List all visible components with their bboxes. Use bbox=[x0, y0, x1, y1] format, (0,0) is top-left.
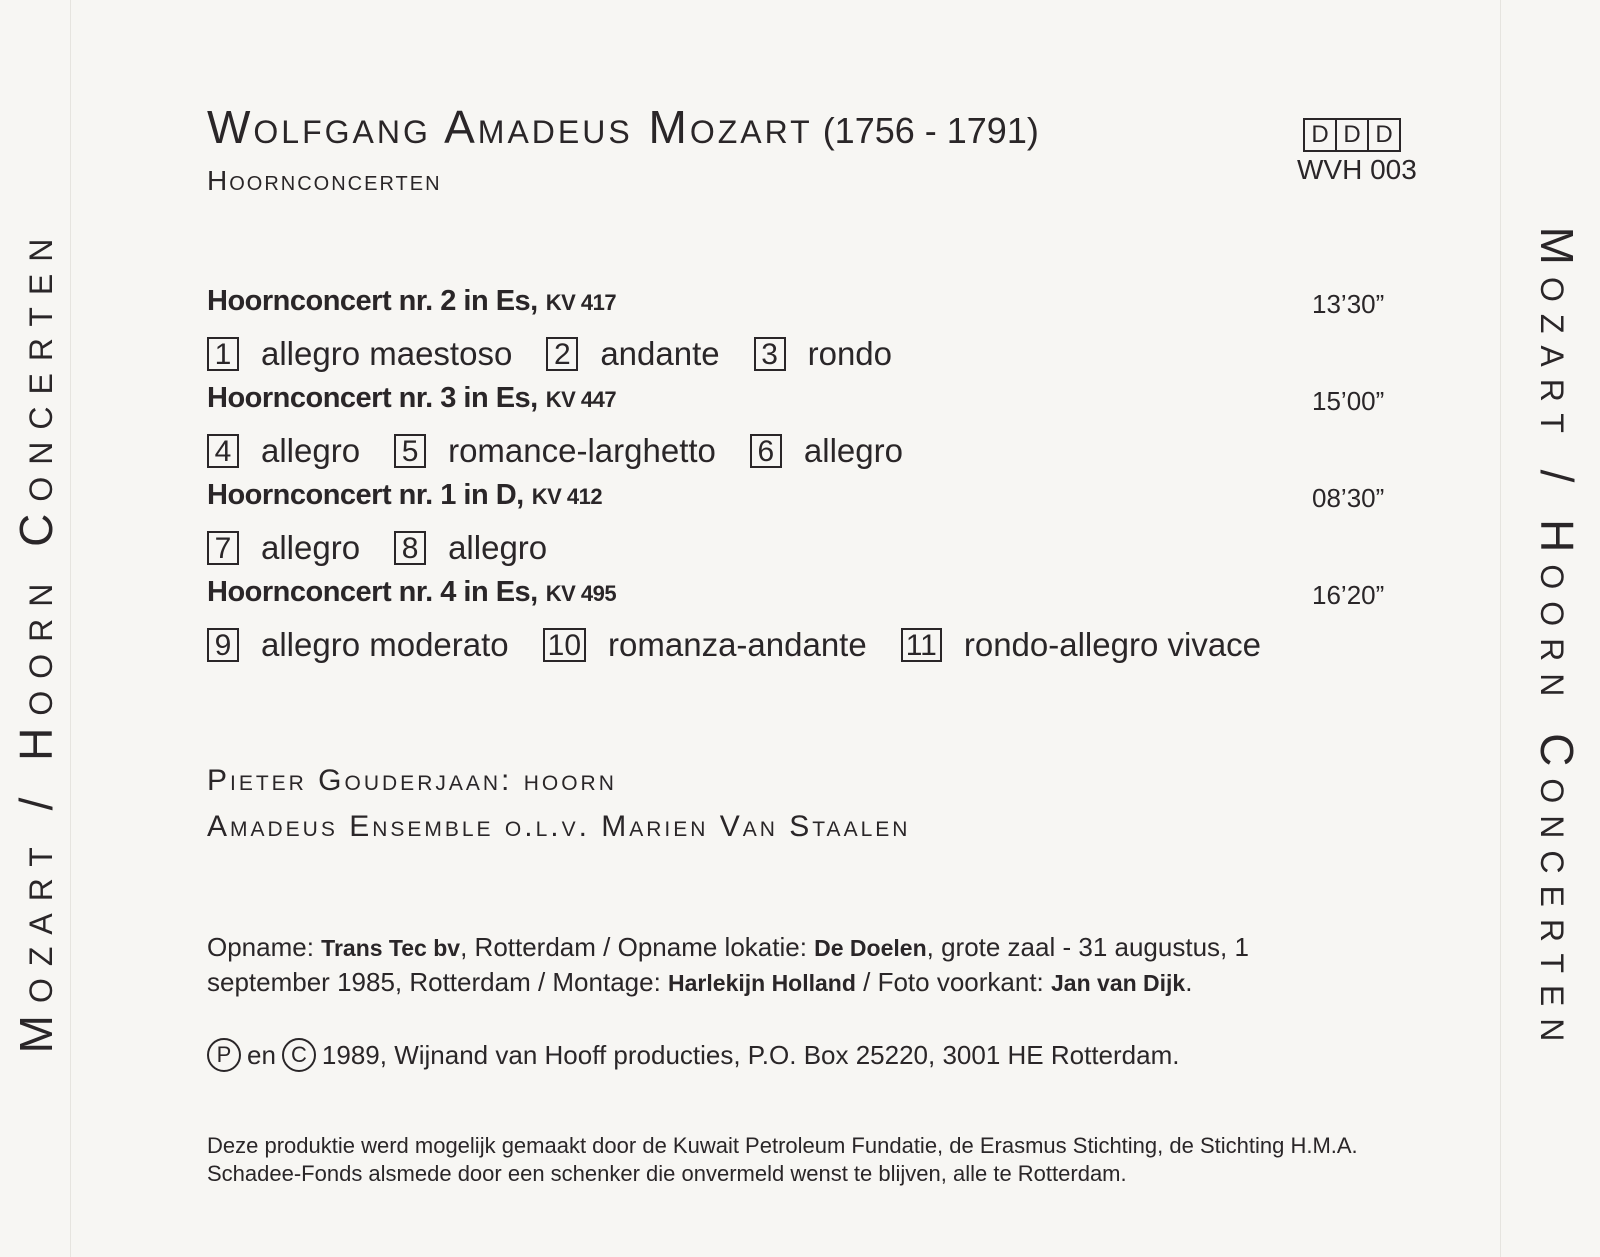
work-title-text: Hoornconcert nr. 2 in Es, bbox=[207, 285, 538, 317]
tracklist bbox=[207, 285, 1407, 673]
kv-number: KV 447 bbox=[545, 387, 617, 412]
recording-end: . bbox=[1185, 967, 1193, 997]
kv-number: KV 495 bbox=[545, 581, 617, 606]
movement-title: romance-larghetto bbox=[448, 432, 716, 469]
movement-title: allegro bbox=[803, 432, 903, 469]
phonogram-icon: P bbox=[207, 1038, 241, 1072]
work-duration: 13’30” bbox=[1312, 289, 1385, 319]
movement-title: allegro bbox=[448, 529, 548, 566]
copyright-text: 1989, Wijnand van Hooff producties, P.O. Box 25220, 3001 HE Rotterdam. bbox=[321, 1039, 1180, 1070]
sponsor-note: Deze produktie werd mogelijk gemaakt door de Kuwait Petroleum Fundatie, de Erasmus Stichting, de Stichting H.M.A. Schadee-Fonds alsmede door een schenker die onvermeld wenst te blijven, alle te Rotterdam. bbox=[207, 1133, 1358, 1186]
soloist-credit: Pieter Gouderjaan: hoorn bbox=[207, 764, 617, 797]
ddd-letter: D bbox=[1311, 121, 1329, 148]
track-number: 6 bbox=[750, 434, 782, 468]
performer-credits bbox=[207, 758, 910, 850]
work-duration: 16’20” bbox=[1312, 580, 1385, 610]
movement-title: allegro maestoso bbox=[261, 335, 513, 372]
right-spine-title: Mozart / Hoorn Concerten bbox=[1531, 226, 1583, 1054]
work-title-text: Hoornconcert nr. 3 in Es, bbox=[207, 382, 538, 414]
movement-list bbox=[207, 335, 926, 373]
studio-name: Trans Tec bv bbox=[321, 935, 461, 961]
catalog-number: WVH 003 bbox=[1297, 154, 1417, 185]
work-duration: 08’30” bbox=[1312, 483, 1385, 513]
copyright-icon: C bbox=[282, 1038, 316, 1072]
copyright-en: en bbox=[247, 1039, 276, 1070]
movement-title: romanza-andante bbox=[608, 626, 867, 663]
movement-title: rondo bbox=[807, 335, 893, 372]
kv-number: KV 412 bbox=[531, 484, 603, 509]
movement-list bbox=[207, 432, 937, 470]
ensemble-credit: Amadeus Ensemble o.l.v. Marien Van Staalen bbox=[207, 810, 911, 843]
opname-rest: , Rotterdam / Opname lokatie: bbox=[460, 932, 815, 962]
track-number: 9 bbox=[207, 628, 239, 662]
montage-name: Harlekijn Holland bbox=[668, 970, 856, 996]
composer-name: Wolfgang Amadeus Mozart bbox=[207, 101, 813, 153]
left-spine bbox=[0, 0, 71, 1257]
track-number: 3 bbox=[754, 337, 786, 371]
movement bbox=[750, 432, 903, 470]
movement-title: andante bbox=[600, 335, 720, 372]
movement bbox=[207, 432, 360, 470]
right-spine bbox=[1500, 0, 1600, 1257]
track-number: 8 bbox=[394, 531, 426, 565]
venue-name: De Doelen bbox=[814, 935, 927, 961]
movement bbox=[207, 335, 512, 373]
copyright-line bbox=[207, 1038, 1179, 1072]
composer-heading bbox=[207, 100, 1039, 154]
movement bbox=[207, 626, 509, 664]
album-subtitle: Hoornconcerten bbox=[207, 165, 442, 196]
movement bbox=[546, 335, 719, 373]
movement bbox=[754, 335, 892, 373]
work-concerto-4 bbox=[207, 576, 1407, 673]
movement-title: rondo-allegro vivace bbox=[963, 626, 1262, 663]
movement-title: allegro moderato bbox=[261, 626, 509, 663]
track-number: 1 bbox=[207, 337, 239, 371]
work-concerto-3 bbox=[207, 382, 1407, 479]
opname-label: Opname: bbox=[207, 932, 322, 962]
ddd-letter: D bbox=[1367, 120, 1399, 150]
track-number: 10 bbox=[543, 628, 586, 662]
work-title bbox=[207, 285, 616, 318]
work-title bbox=[207, 479, 602, 512]
track-number: 11 bbox=[901, 628, 942, 662]
ddd-letter: D bbox=[1335, 120, 1367, 150]
work-concerto-1 bbox=[207, 479, 1407, 576]
work-title-text: Hoornconcert nr. 1 in D, bbox=[207, 479, 524, 511]
kv-number: KV 417 bbox=[545, 290, 617, 315]
work-title-text: Hoornconcert nr. 4 in Es, bbox=[207, 576, 538, 608]
work-title bbox=[207, 382, 616, 415]
recording-info bbox=[207, 930, 1357, 1000]
ddd-code-box bbox=[1303, 118, 1401, 152]
venue-rest: , grote zaal - 31 augustus, 1 september 1985, Rotterdam / Montage: bbox=[207, 932, 1249, 997]
track-number: 5 bbox=[394, 434, 426, 468]
work-duration: 15’00” bbox=[1312, 386, 1385, 416]
track-number: 7 bbox=[207, 531, 239, 565]
work-title bbox=[207, 576, 616, 609]
movement bbox=[207, 529, 360, 567]
track-number: 2 bbox=[546, 337, 578, 371]
movement-title: allegro bbox=[261, 432, 361, 469]
track-number: 4 bbox=[207, 434, 239, 468]
movement bbox=[543, 626, 867, 664]
movement bbox=[901, 626, 1261, 664]
movement bbox=[394, 432, 716, 470]
movement-title: allegro bbox=[261, 529, 361, 566]
foto-label: / Foto voorkant: bbox=[855, 967, 1051, 997]
composer-years: (1756 - 1791) bbox=[822, 110, 1039, 151]
work-concerto-2 bbox=[207, 285, 1407, 382]
photographer-name: Jan van Dijk bbox=[1051, 970, 1186, 996]
movement-list bbox=[207, 529, 581, 567]
movement-list bbox=[207, 626, 1295, 664]
left-spine-title: Mozart / Hoorn Concerten bbox=[10, 226, 62, 1054]
movement bbox=[394, 529, 547, 567]
